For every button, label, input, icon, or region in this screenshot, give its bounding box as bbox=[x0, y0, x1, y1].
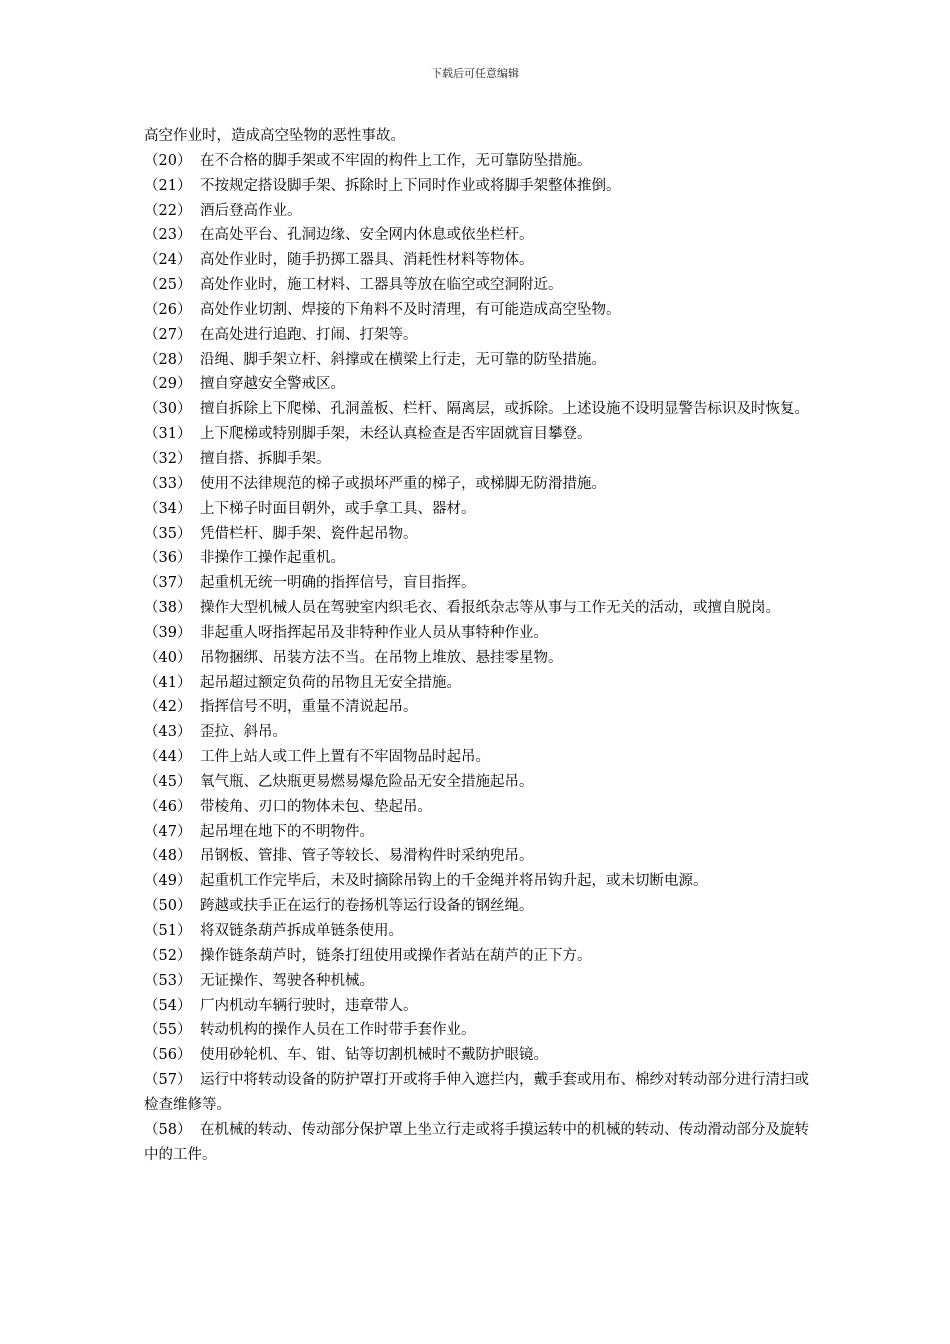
list-item-number: （50） bbox=[144, 898, 192, 915]
list-item-text: 不按规定搭设脚手架、拆除时上下同时作业或将脚手架整体推倒。 bbox=[200, 177, 621, 194]
list-item-number: （26） bbox=[144, 301, 192, 318]
list-item bbox=[144, 348, 810, 373]
list-item bbox=[144, 174, 810, 199]
numbered-list bbox=[144, 149, 810, 1168]
list-item bbox=[144, 894, 810, 919]
page-header: 下载后可任意编辑 bbox=[431, 67, 519, 80]
list-item-text: 厂内机动车辆行驶时，违章带人。 bbox=[200, 997, 418, 1014]
list-item-number: （40） bbox=[144, 649, 192, 666]
list-item-number: （21） bbox=[144, 177, 192, 194]
list-item-number: （54） bbox=[144, 997, 192, 1014]
list-item-text: 操作大型机械人员在驾驶室内织毛衣、看报纸杂志等从事与工作无关的活动，或擅自脱岗。 bbox=[200, 600, 780, 617]
list-item bbox=[144, 447, 810, 472]
list-item bbox=[144, 372, 810, 397]
list-item bbox=[144, 671, 810, 696]
list-item-text: 无证操作、驾驶各种机械。 bbox=[200, 972, 374, 989]
list-item-text: 擅自拆除上下爬梯、孔洞盖板、栏杆、隔离层，或拆除。上述设施不设明显警告标识及时恢复。 bbox=[200, 401, 809, 418]
list-item-text: 凭借栏杆、脚手架、瓷件起吊物。 bbox=[200, 525, 418, 542]
list-item-text: 在不合格的脚手架或不牢固的构件上工作，无可靠防坠措施。 bbox=[200, 152, 592, 169]
list-item bbox=[144, 522, 810, 547]
list-item-number: （38） bbox=[144, 600, 192, 617]
list-item-text: 带棱角、刃口的物体未包、垫起吊。 bbox=[200, 798, 432, 815]
list-item-number: （27） bbox=[144, 326, 192, 343]
list-item-number: （34） bbox=[144, 500, 192, 517]
list-item-number: （28） bbox=[144, 351, 192, 368]
list-item-number: （35） bbox=[144, 525, 192, 542]
list-item bbox=[144, 149, 810, 174]
list-item-number: （31） bbox=[144, 426, 192, 443]
list-item-number: （36） bbox=[144, 550, 192, 567]
list-item-number: （47） bbox=[144, 823, 192, 840]
list-item bbox=[144, 397, 810, 422]
list-item bbox=[144, 273, 810, 298]
list-item-text: 起吊超过额定负荷的吊物且无安全措施。 bbox=[200, 674, 461, 691]
list-item-text: 擅自搭、拆脚手架。 bbox=[200, 450, 331, 467]
list-item-number: （23） bbox=[144, 227, 192, 244]
list-item-text: 上下爬梯或特别脚手架，未经认真检查是否牢固就盲目攀登。 bbox=[200, 426, 592, 443]
list-item bbox=[144, 199, 810, 224]
document-body bbox=[144, 124, 810, 1167]
list-item bbox=[144, 298, 810, 323]
list-item-text: 起重机无统一明确的指挥信号，盲目指挥。 bbox=[200, 575, 476, 592]
list-item-number: （53） bbox=[144, 972, 192, 989]
list-item-number: （44） bbox=[144, 749, 192, 766]
list-item-number: （25） bbox=[144, 277, 192, 294]
list-item-number: （58） bbox=[144, 1121, 192, 1138]
list-item-text: 氧气瓶、乙炔瓶更易燃易爆危险品无安全措施起吊。 bbox=[200, 773, 534, 790]
list-item bbox=[144, 1118, 810, 1168]
list-item bbox=[144, 770, 810, 795]
list-item bbox=[144, 695, 810, 720]
list-item-text: 起重机工作完毕后，未及时摘除吊钩上的千金绳并将吊钩升起，或未切断电源。 bbox=[200, 873, 708, 890]
list-item-text: 沿绳、脚手架立杆、斜撑或在横梁上行走，无可靠的防坠措施。 bbox=[200, 351, 606, 368]
list-item-text: 将双链条葫芦拆成单链条使用。 bbox=[200, 923, 403, 939]
list-item-number: （56） bbox=[144, 1047, 192, 1064]
list-item-text: 使用砂轮机、车、钳、钻等切割机械时不戴防护眼镜。 bbox=[200, 1047, 548, 1064]
list-item-text: 高处作业时，随手扔掷工器具、消耗性材料等物体。 bbox=[200, 252, 534, 269]
list-item bbox=[144, 646, 810, 671]
list-item bbox=[144, 596, 810, 621]
list-item-text: 歪拉、斜吊。 bbox=[200, 724, 287, 741]
list-item-text: 跨越或扶手正在运行的卷扬机等运行设备的钢丝绳。 bbox=[200, 898, 534, 915]
list-item bbox=[144, 919, 810, 944]
list-item bbox=[144, 795, 810, 820]
list-item-number: （24） bbox=[144, 252, 192, 269]
list-item bbox=[144, 969, 810, 994]
list-item bbox=[144, 869, 810, 894]
list-item-number: （43） bbox=[144, 724, 192, 741]
list-item bbox=[144, 422, 810, 447]
list-item-text: 运行中将转动设备的防护罩打开或将手伸入遮拦内，戴手套或用布、棉纱对转动部分进行清扫或检查维修等。 bbox=[144, 1072, 809, 1113]
list-item-number: （37） bbox=[144, 575, 192, 592]
list-item bbox=[144, 820, 810, 845]
list-item-text: 转动机构的操作人员在工作时带手套作业。 bbox=[200, 1022, 476, 1039]
list-item-number: （51） bbox=[144, 923, 192, 939]
list-item bbox=[144, 223, 810, 248]
list-item-number: （20） bbox=[144, 152, 192, 169]
list-item bbox=[144, 720, 810, 745]
list-item-number: （45） bbox=[144, 773, 192, 790]
list-item-number: （52） bbox=[144, 947, 192, 964]
list-item-number: （30） bbox=[144, 401, 192, 418]
list-item-number: （39） bbox=[144, 624, 192, 641]
list-item-text: 在高处平台、孔洞边缘、安全网内休息或依坐栏杆。 bbox=[200, 227, 534, 244]
list-item-number: （32） bbox=[144, 450, 192, 467]
list-item-text: 使用不法律规范的梯子或损坏严重的梯子，或梯脚无防滑措施。 bbox=[200, 475, 606, 492]
list-item-text: 在高处进行追跑、打闹、打架等。 bbox=[200, 326, 418, 343]
list-item-text: 酒后登高作业。 bbox=[200, 202, 302, 219]
list-item-text: 工件上站人或工件上置有不牢固物品时起吊。 bbox=[200, 749, 490, 766]
list-item-text: 起吊埋在地下的不明物件。 bbox=[200, 823, 374, 840]
list-item bbox=[144, 621, 810, 646]
list-item bbox=[144, 844, 810, 869]
list-item-text: 非起重人呀指挥起吊及非特种作业人员从事特种作业。 bbox=[200, 624, 548, 641]
intro-paragraph: 高空作业时，造成高空坠物的恶性事故。 bbox=[144, 128, 405, 144]
list-item bbox=[144, 571, 810, 596]
list-item-number: （41） bbox=[144, 674, 192, 691]
list-item-number: （55） bbox=[144, 1022, 192, 1039]
list-item bbox=[144, 1043, 810, 1068]
list-item bbox=[144, 745, 810, 770]
list-item bbox=[144, 323, 810, 348]
list-item bbox=[144, 1068, 810, 1118]
list-item-text: 非操作工操作起重机。 bbox=[200, 550, 345, 567]
list-item-text: 高处作业切割、焊接的下角料不及时清理，有可能造成高空坠物。 bbox=[200, 301, 621, 318]
list-item-number: （29） bbox=[144, 376, 192, 393]
list-item-text: 操作链条葫芦时，链条打纽使用或操作者站在葫芦的正下方。 bbox=[200, 947, 592, 964]
list-item-number: （48） bbox=[144, 848, 192, 865]
list-item-number: （22） bbox=[144, 202, 192, 219]
list-item bbox=[144, 497, 810, 522]
list-item bbox=[144, 546, 810, 571]
list-item-number: （46） bbox=[144, 798, 192, 815]
list-item bbox=[144, 472, 810, 497]
list-item-text: 擅自穿越安全警戒区。 bbox=[200, 376, 345, 393]
list-item bbox=[144, 1018, 810, 1043]
list-item-number: （33） bbox=[144, 475, 192, 492]
list-item-number: （42） bbox=[144, 699, 192, 716]
list-item-number: （49） bbox=[144, 873, 192, 890]
list-item-text: 上下梯子时面目朝外，或手拿工具、器材。 bbox=[200, 500, 476, 517]
list-item-text: 指挥信号不明，重量不清说起吊。 bbox=[200, 699, 418, 716]
list-item bbox=[144, 248, 810, 273]
list-item-number: （57） bbox=[144, 1072, 192, 1089]
list-item bbox=[144, 944, 810, 969]
list-item-text: 吊物捆绑、吊装方法不当。在吊物上堆放、悬挂零星物。 bbox=[200, 649, 563, 666]
list-item-text: 吊钢板、管排、管子等较长、易滑构件时采纳兜吊。 bbox=[200, 848, 534, 865]
list-item-text: 高处作业时，施工材料、工器具等放在临空或空洞附近。 bbox=[200, 277, 563, 294]
list-item bbox=[144, 994, 810, 1019]
list-item-text: 在机械的转动、传动部分保护罩上坐立行走或将手摸运转中的机械的转动、传动滑动部分及旋转中的工件。 bbox=[144, 1121, 809, 1163]
